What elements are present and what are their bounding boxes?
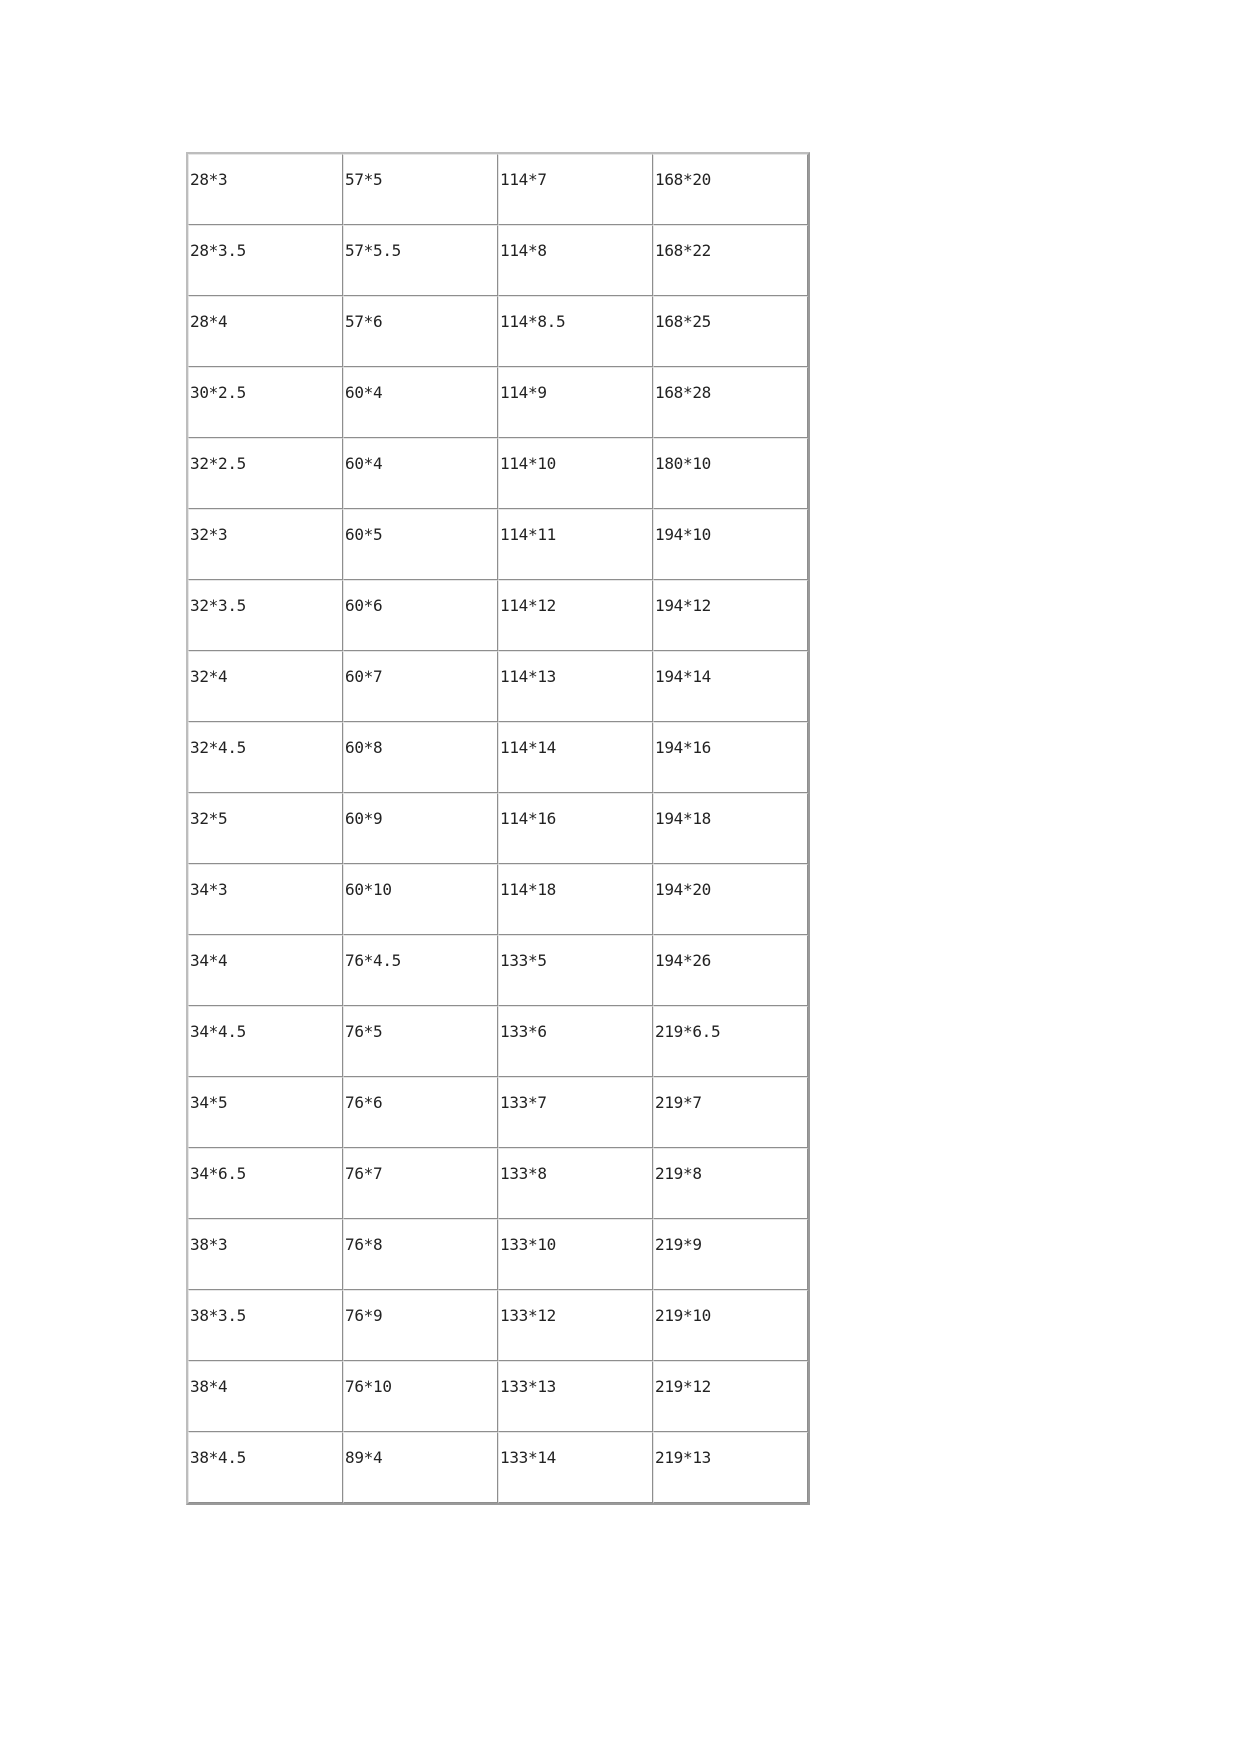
cell-value: 38*4.5 bbox=[190, 1448, 246, 1467]
table-cell bbox=[343, 1361, 498, 1432]
cell-value: 38*4 bbox=[190, 1377, 228, 1396]
table-row bbox=[188, 580, 808, 651]
cell-value: 219*7 bbox=[655, 1093, 702, 1112]
table-cell bbox=[498, 225, 653, 296]
cell-value: 114*13 bbox=[500, 667, 556, 686]
cell-value: 57*5.5 bbox=[345, 241, 401, 260]
table-cell bbox=[498, 296, 653, 367]
table-cell bbox=[188, 793, 343, 864]
table-cell bbox=[653, 1148, 808, 1219]
cell-value: 60*7 bbox=[345, 667, 383, 686]
cell-value: 76*4.5 bbox=[345, 951, 401, 970]
table-cell bbox=[498, 1361, 653, 1432]
table-cell bbox=[498, 864, 653, 935]
table-cell bbox=[343, 651, 498, 722]
table-cell bbox=[498, 1077, 653, 1148]
table-cell bbox=[653, 438, 808, 509]
table-cell bbox=[653, 651, 808, 722]
cell-value: 219*8 bbox=[655, 1164, 702, 1183]
table-cell bbox=[343, 1219, 498, 1290]
cell-value: 133*13 bbox=[500, 1377, 556, 1396]
cell-value: 194*26 bbox=[655, 951, 711, 970]
table-cell bbox=[343, 935, 498, 1006]
table-cell bbox=[653, 935, 808, 1006]
cell-value: 57*5 bbox=[345, 170, 383, 189]
cell-value: 168*22 bbox=[655, 241, 711, 260]
cell-value: 32*4 bbox=[190, 667, 228, 686]
cell-value: 28*3 bbox=[190, 170, 228, 189]
table-cell bbox=[498, 367, 653, 438]
table-cell bbox=[498, 438, 653, 509]
table-cell bbox=[343, 509, 498, 580]
cell-value: 34*4.5 bbox=[190, 1022, 246, 1041]
table-cell bbox=[653, 367, 808, 438]
table-cell bbox=[188, 1361, 343, 1432]
table-cell bbox=[653, 296, 808, 367]
cell-value: 76*8 bbox=[345, 1235, 383, 1254]
cell-value: 32*2.5 bbox=[190, 454, 246, 473]
cell-value: 38*3.5 bbox=[190, 1306, 246, 1325]
table-cell bbox=[343, 793, 498, 864]
table-cell bbox=[498, 651, 653, 722]
cell-value: 114*7 bbox=[500, 170, 547, 189]
table-cell bbox=[653, 1290, 808, 1361]
table-cell bbox=[343, 1077, 498, 1148]
cell-value: 133*12 bbox=[500, 1306, 556, 1325]
table-cell bbox=[188, 296, 343, 367]
table-cell bbox=[188, 864, 343, 935]
cell-value: 38*3 bbox=[190, 1235, 228, 1254]
table-row bbox=[188, 509, 808, 580]
cell-value: 60*10 bbox=[345, 880, 392, 899]
table-row bbox=[188, 1148, 808, 1219]
table-cell bbox=[188, 580, 343, 651]
cell-value: 60*5 bbox=[345, 525, 383, 544]
cell-value: 133*6 bbox=[500, 1022, 547, 1041]
cell-value: 34*3 bbox=[190, 880, 228, 899]
table-row bbox=[188, 722, 808, 793]
cell-value: 114*11 bbox=[500, 525, 556, 544]
table-cell bbox=[188, 367, 343, 438]
cell-value: 133*5 bbox=[500, 951, 547, 970]
table-cell bbox=[343, 296, 498, 367]
table-cell bbox=[498, 1219, 653, 1290]
cell-value: 114*14 bbox=[500, 738, 556, 757]
table-body bbox=[188, 154, 808, 1503]
table-cell bbox=[653, 225, 808, 296]
cell-value: 114*10 bbox=[500, 454, 556, 473]
table-cell bbox=[498, 935, 653, 1006]
table-cell bbox=[498, 722, 653, 793]
table-row bbox=[188, 1077, 808, 1148]
cell-value: 30*2.5 bbox=[190, 383, 246, 402]
table-row bbox=[188, 225, 808, 296]
cell-value: 114*8.5 bbox=[500, 312, 566, 331]
cell-value: 194*14 bbox=[655, 667, 711, 686]
table-row bbox=[188, 1006, 808, 1077]
table-cell bbox=[188, 1148, 343, 1219]
table-cell bbox=[498, 1006, 653, 1077]
cell-value: 28*3.5 bbox=[190, 241, 246, 260]
cell-value: 34*4 bbox=[190, 951, 228, 970]
table-cell bbox=[653, 1077, 808, 1148]
cell-value: 89*4 bbox=[345, 1448, 383, 1467]
table-cell bbox=[188, 509, 343, 580]
cell-value: 133*14 bbox=[500, 1448, 556, 1467]
table-cell bbox=[188, 438, 343, 509]
cell-value: 76*9 bbox=[345, 1306, 383, 1325]
table-cell bbox=[188, 935, 343, 1006]
table-cell bbox=[188, 651, 343, 722]
cell-value: 34*6.5 bbox=[190, 1164, 246, 1183]
table-cell bbox=[188, 1432, 343, 1503]
table-row bbox=[188, 367, 808, 438]
cell-value: 133*7 bbox=[500, 1093, 547, 1112]
cell-value: 219*12 bbox=[655, 1377, 711, 1396]
table-cell bbox=[498, 1290, 653, 1361]
table-cell bbox=[343, 1148, 498, 1219]
cell-value: 180*10 bbox=[655, 454, 711, 473]
table-row bbox=[188, 1219, 808, 1290]
cell-value: 114*12 bbox=[500, 596, 556, 615]
table-cell bbox=[343, 367, 498, 438]
table-cell bbox=[188, 154, 343, 225]
cell-value: 60*4 bbox=[345, 454, 383, 473]
table-row bbox=[188, 1290, 808, 1361]
table-cell bbox=[653, 1361, 808, 1432]
table-cell bbox=[188, 1006, 343, 1077]
cell-value: 32*3 bbox=[190, 525, 228, 544]
cell-value: 76*6 bbox=[345, 1093, 383, 1112]
table-row bbox=[188, 154, 808, 225]
cell-value: 114*16 bbox=[500, 809, 556, 828]
cell-value: 60*6 bbox=[345, 596, 383, 615]
cell-value: 133*10 bbox=[500, 1235, 556, 1254]
table-cell bbox=[188, 225, 343, 296]
table-cell bbox=[498, 1148, 653, 1219]
cell-value: 194*18 bbox=[655, 809, 711, 828]
cell-value: 28*4 bbox=[190, 312, 228, 331]
table-cell bbox=[498, 580, 653, 651]
table-row bbox=[188, 864, 808, 935]
cell-value: 114*9 bbox=[500, 383, 547, 402]
table-cell bbox=[343, 1290, 498, 1361]
table-cell bbox=[343, 438, 498, 509]
cell-value: 133*8 bbox=[500, 1164, 547, 1183]
table-cell bbox=[188, 1077, 343, 1148]
cell-value: 32*5 bbox=[190, 809, 228, 828]
cell-value: 76*10 bbox=[345, 1377, 392, 1396]
table-cell bbox=[343, 1006, 498, 1077]
table-cell bbox=[653, 580, 808, 651]
table-cell bbox=[188, 1290, 343, 1361]
table-cell bbox=[653, 864, 808, 935]
table-cell bbox=[188, 1219, 343, 1290]
table-cell bbox=[188, 722, 343, 793]
cell-value: 194*16 bbox=[655, 738, 711, 757]
table-cell bbox=[653, 793, 808, 864]
cell-value: 114*8 bbox=[500, 241, 547, 260]
cell-value: 60*8 bbox=[345, 738, 383, 757]
cell-value: 60*9 bbox=[345, 809, 383, 828]
table-row bbox=[188, 793, 808, 864]
cell-value: 32*3.5 bbox=[190, 596, 246, 615]
table-cell bbox=[653, 154, 808, 225]
pipe-size-table bbox=[186, 152, 810, 1505]
cell-value: 168*20 bbox=[655, 170, 711, 189]
table-row bbox=[188, 296, 808, 367]
table-cell bbox=[343, 1432, 498, 1503]
table-cell bbox=[343, 154, 498, 225]
table-cell bbox=[343, 722, 498, 793]
table-cell bbox=[498, 793, 653, 864]
table-row bbox=[188, 1432, 808, 1503]
table-cell bbox=[653, 1006, 808, 1077]
cell-value: 219*6.5 bbox=[655, 1022, 721, 1041]
cell-value: 194*12 bbox=[655, 596, 711, 615]
cell-value: 219*9 bbox=[655, 1235, 702, 1254]
table-cell bbox=[653, 1432, 808, 1503]
table-cell bbox=[498, 509, 653, 580]
cell-value: 34*5 bbox=[190, 1093, 228, 1112]
cell-value: 60*4 bbox=[345, 383, 383, 402]
cell-value: 114*18 bbox=[500, 880, 556, 899]
cell-value: 32*4.5 bbox=[190, 738, 246, 757]
table-cell bbox=[653, 1219, 808, 1290]
cell-value: 219*13 bbox=[655, 1448, 711, 1467]
table-row bbox=[188, 438, 808, 509]
cell-value: 57*6 bbox=[345, 312, 383, 331]
table-cell bbox=[653, 722, 808, 793]
table-row bbox=[188, 935, 808, 1006]
table-row bbox=[188, 651, 808, 722]
table-cell bbox=[343, 580, 498, 651]
cell-value: 168*25 bbox=[655, 312, 711, 331]
table-cell bbox=[498, 154, 653, 225]
cell-value: 168*28 bbox=[655, 383, 711, 402]
table-cell bbox=[343, 864, 498, 935]
cell-value: 219*10 bbox=[655, 1306, 711, 1325]
table-cell bbox=[653, 509, 808, 580]
table-cell bbox=[343, 225, 498, 296]
cell-value: 194*10 bbox=[655, 525, 711, 544]
table-row bbox=[188, 1361, 808, 1432]
cell-value: 76*5 bbox=[345, 1022, 383, 1041]
table-cell bbox=[498, 1432, 653, 1503]
cell-value: 194*20 bbox=[655, 880, 711, 899]
cell-value: 76*7 bbox=[345, 1164, 383, 1183]
